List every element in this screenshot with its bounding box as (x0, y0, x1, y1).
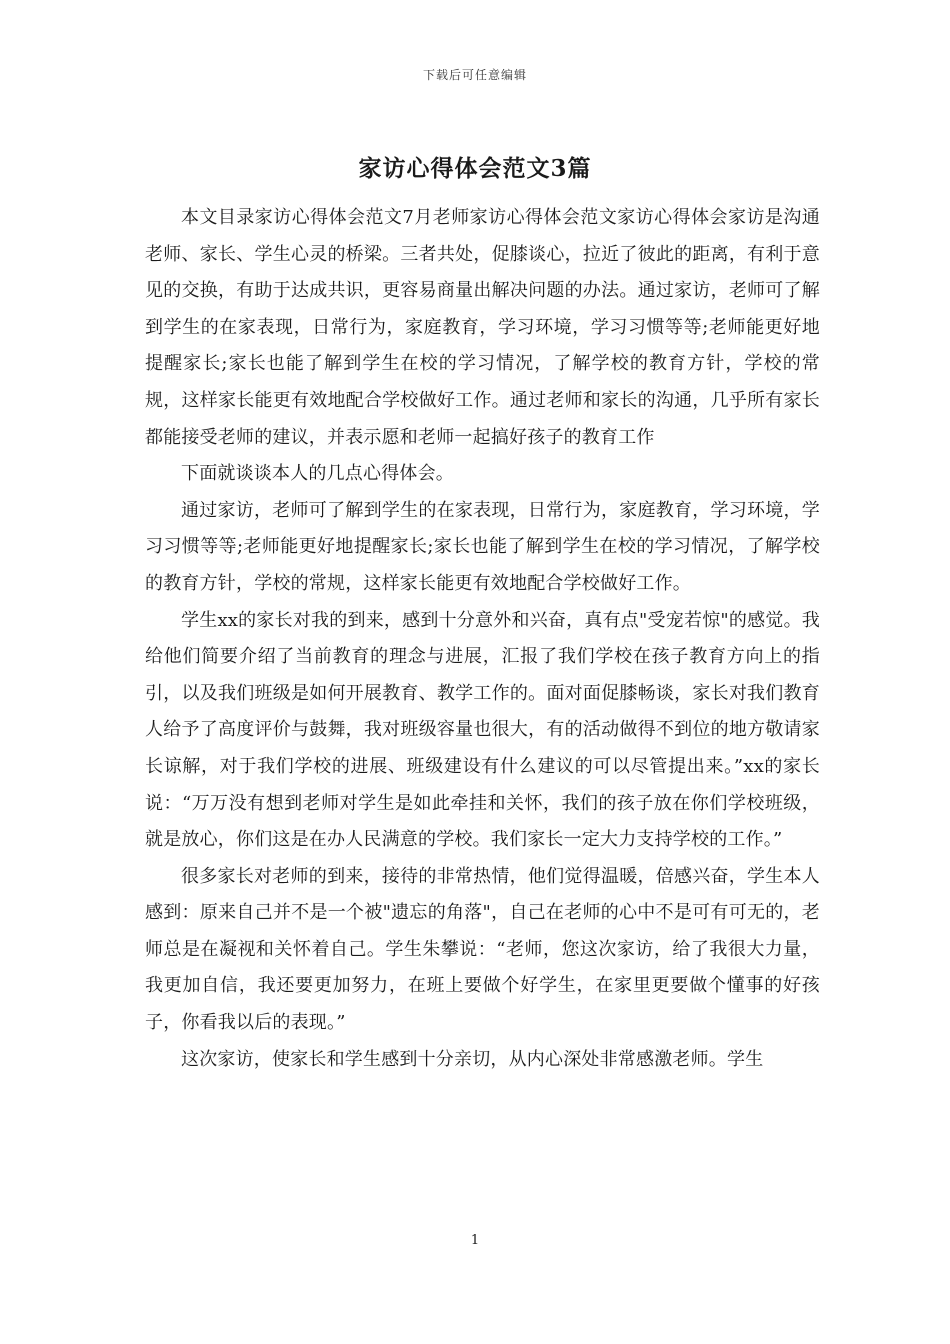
paragraph: 学生xx的家长对我的到来，感到十分意外和兴奋，真有点"受宠若惊"的感觉。我给他们简要介绍了当前教育的理念与进展，汇报了我们学校在孩子教育方向上的指引，以及我们班级是如何开展教育、教学工作的。面对面促膝畅谈，家长对我们教育人给予了高度评价与鼓舞，我对班级容量也很大，有的活动做得不到位的地方敬请家长谅解，对于我们学校的进展、班级建设有什么建议的可以尽管提出来。”xx的家长说：“万万没有想到老师对学生是如此牵挂和关怀，我们的孩子放在你们学校班级，就是放心，你们这是在办人民满意的学校。我们家长一定大力支持学校的工作。” (145, 609, 820, 851)
paragraph: 通过家访，老师可了解到学生的在家表现，日常行为，家庭教育，学习环境，学习习惯等等;老师能更好地提醒家长;家长也能了解到学生在校的学习情况，了解学校的教育方针，学校的常规，这样家长能更有效地配合学校做好工作。 (145, 499, 820, 594)
page-number: 1 (470, 1233, 480, 1248)
header-note: 下载后可任意编辑 (422, 68, 527, 82)
paragraph-intro: 本文目录家访心得体会范文7月老师家访心得体会范文家访心得体会家访是沟通老师、家长、学生心灵的桥梁。三者共处，促膝谈心，拉近了彼此的距离，有利于意见的交换，有助于达成共识，更容易商量出解决问题的办法。通过家访，老师可了解到学生的在家表现，日常行为，家庭教育，学习环境，学习习惯等等;老师能更好地提醒家长;家长也能了解到学生在校的学习情况，了解学校的教育方针，学校的常规，这样家长能更有效地配合学校做好工作。通过老师和家长的沟通，几乎所有家长都能接受老师的建议，并表示愿和老师一起搞好孩子的教育工作 (145, 207, 820, 448)
paragraph-lead: 下面就谈谈本人的几点心得体会。 (181, 463, 454, 485)
paragraph: 很多家长对老师的到来，接待的非常热情，他们觉得温暖，倍感兴奋，学生本人感到：原来自己并不是一个被"遗忘的角落"，自己在老师的心中不是可有可无的，老师总是在凝视和关怀着自己。学生朱攀说：“老师，您这次家访，给了我很大力量，我更加自信，我还要更加努力，在班上要做个好学生，在家里更要做个懂事的好孩子，你看我以后的表现。” (145, 865, 820, 1034)
document-title: 家访心得体会范文3篇 (358, 155, 592, 182)
document-body (145, 200, 820, 1078)
paragraph: 这次家访，使家长和学生感到十分亲切，从内心深处非常感激老师。学生 (181, 1048, 764, 1070)
